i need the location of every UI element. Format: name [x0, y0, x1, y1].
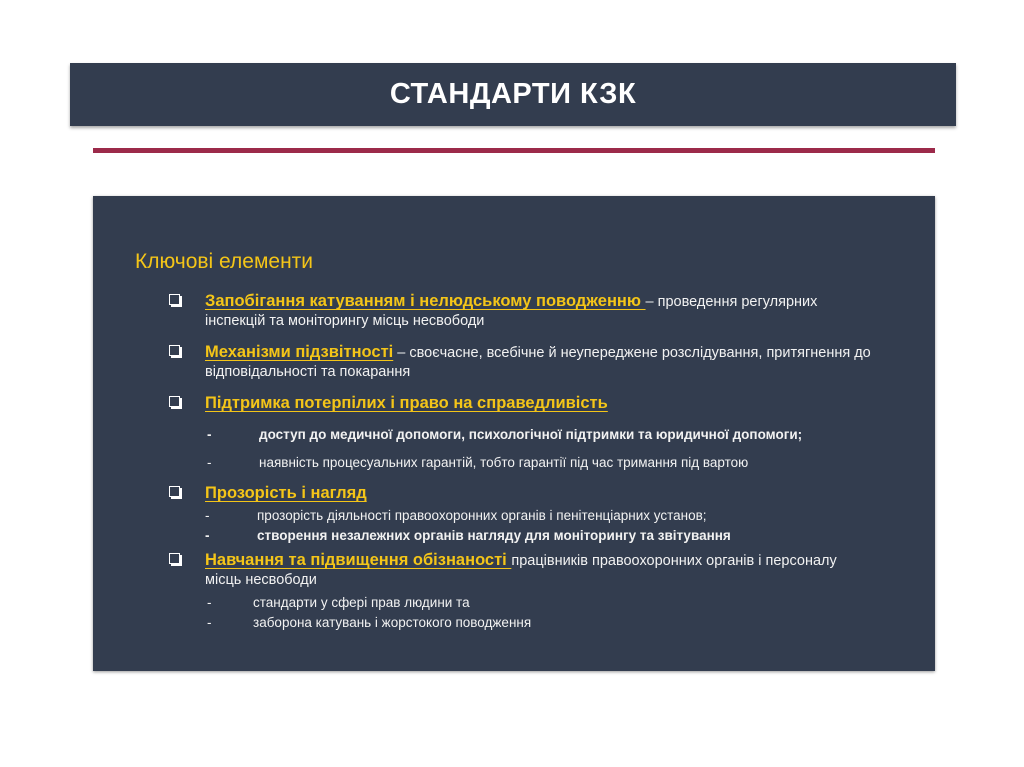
item-term: Механізми підзвітності	[205, 343, 394, 361]
item-term: Запобігання катуванням і нелюдському поводженню	[205, 292, 646, 310]
sub-item-text: наявність процесуальних гарантій, тобто гарантії під час тримання під вартою	[259, 455, 749, 470]
sub-item-text: створення незалежних органів нагляду для моніторингу та звітування	[257, 528, 731, 543]
sub-item-text: прозорість діяльності правоохоронних органів і пенітенціарних установ;	[257, 508, 707, 523]
accent-divider	[93, 148, 935, 153]
item-description-continued: місць несвободи	[205, 572, 317, 588]
checkbox-bullet-icon	[169, 553, 180, 564]
item-description: – своєчасне, всебічне й неупереджене розслідування, притягнення до	[393, 345, 871, 361]
dash-bullet: -	[207, 455, 212, 470]
item-description-continued: відповідальності та покарання	[205, 364, 411, 380]
item-term: Підтримка потерпілих і право на справедливість	[205, 394, 608, 412]
title-bar	[70, 63, 956, 126]
dash-bullet: -	[207, 427, 212, 442]
dash-bullet: -	[207, 615, 212, 630]
checkbox-bullet-icon	[169, 396, 180, 407]
item-description: працівників правоохоронних органів і персоналу	[511, 553, 837, 569]
list-item-transparency	[205, 484, 367, 504]
sub-item-text: доступ до медичної допомоги, психологічної підтримки та юридичної допомоги;	[259, 427, 803, 442]
item-description-continued: інспекцій та моніторингу місць несвободи	[205, 313, 485, 329]
sub-item-text: стандарти у сфері прав людини та	[253, 595, 470, 610]
list-item-training	[205, 551, 837, 590]
list-item-prevention	[205, 292, 817, 331]
item-term: Навчання та підвищення обізнаності	[205, 551, 512, 569]
dash-bullet: -	[205, 528, 210, 543]
section-heading: Ключові елементи	[135, 250, 314, 273]
checkbox-bullet-icon	[169, 294, 180, 305]
checkbox-bullet-icon	[169, 486, 180, 497]
dash-bullet: -	[207, 595, 212, 610]
content-panel	[93, 196, 935, 671]
checkbox-bullet-icon	[169, 345, 180, 356]
dash-bullet: -	[205, 508, 210, 523]
item-description: – проведення регулярних	[645, 294, 818, 310]
sub-item-text: заборона катувань і жорстокого поводження	[253, 615, 532, 630]
item-term: Прозорість і нагляд	[205, 484, 367, 502]
slide-title: СТАНДАРТИ КЗК	[389, 78, 637, 110]
list-item-victim-support	[205, 394, 608, 414]
list-item-accountability	[205, 343, 871, 382]
